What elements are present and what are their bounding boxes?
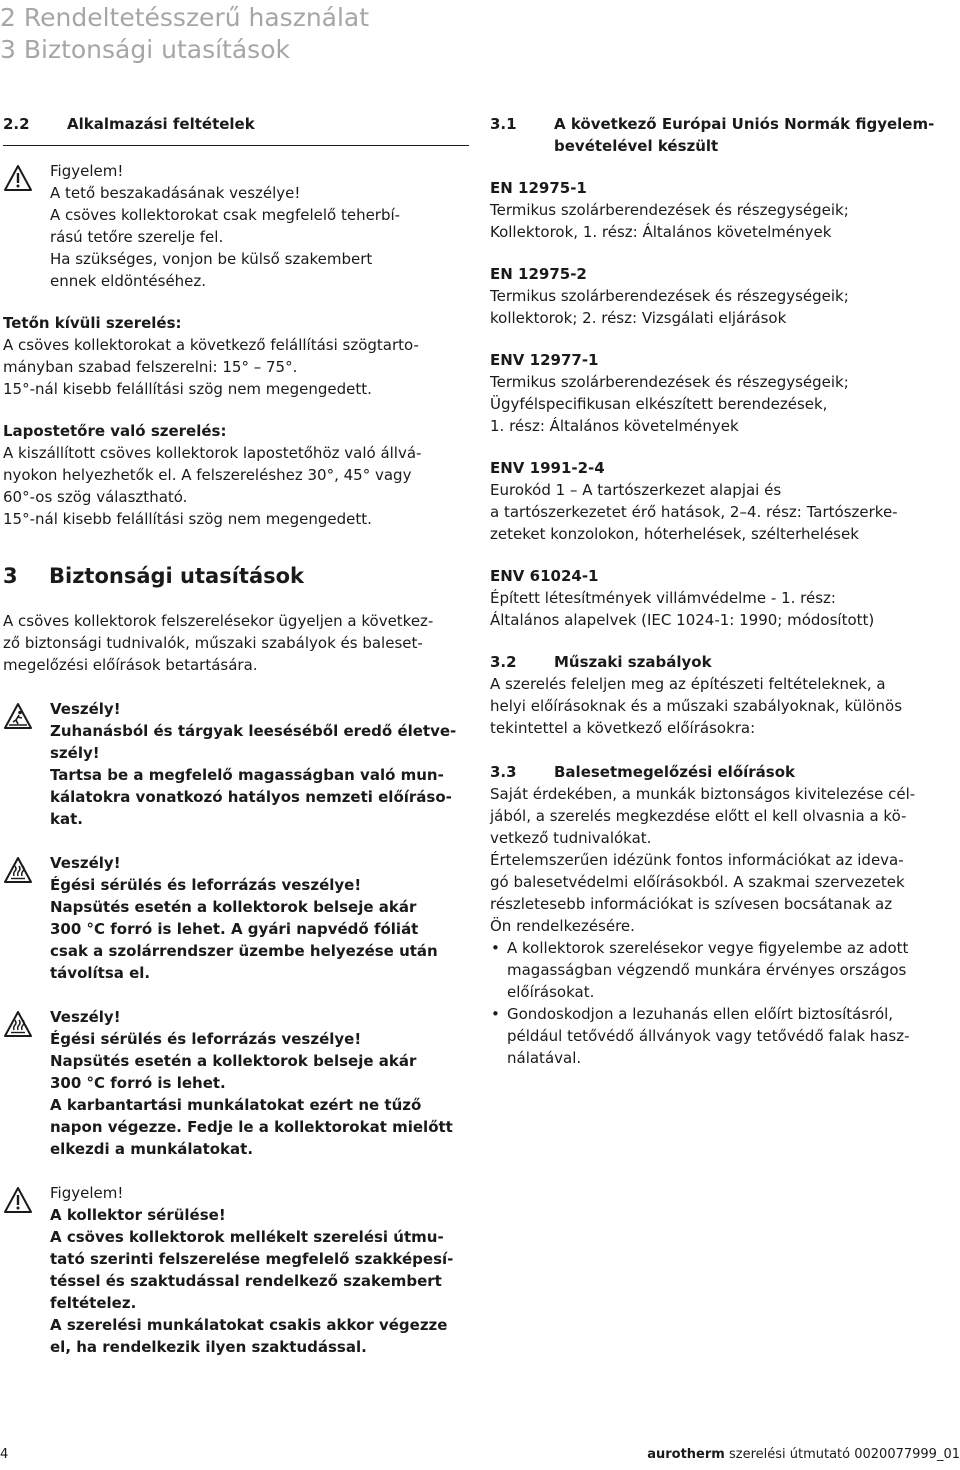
section-title: Biztonsági utasítások (49, 564, 305, 588)
notice-label: Figyelem! (50, 162, 124, 180)
danger-line: 300 °C forró is lehet. (50, 1074, 226, 1092)
section-number: 2.2 (3, 115, 30, 133)
body-line: tekintettel a következő előírásokra: (490, 719, 756, 737)
standard-desc: zeteket konzolokon, hóterhelések, szélterhelések (490, 525, 859, 543)
left-column (3, 113, 469, 1358)
standard-desc: Termikus szolárberendezések és részegységeik; (490, 201, 849, 219)
danger-line: Égési sérülés és leforrázás veszélye! (50, 1030, 362, 1048)
bullet-line: például tetővédő állványok vagy tetővédő falak hasz- (507, 1027, 910, 1045)
body-line: jából, a szerelés megkezdése előtt el kell olvasnia a kö- (490, 807, 907, 825)
body-line: helyi előírásoknak és a műszaki szabályoknak, különös (490, 697, 903, 715)
danger-line: Égési sérülés és leforrázás veszélye! (50, 876, 362, 894)
standard-code: ENV 61024-1 (490, 567, 599, 585)
danger-label: Veszély! (50, 854, 121, 872)
notice-line: A tető beszakadásának veszélye! (50, 184, 301, 202)
bullet-line: • Gondoskodjon a lezuhanás ellen előírt biztosításról, (507, 1005, 894, 1023)
section-3-2 (490, 651, 952, 739)
notice-line: A csöves kollektorok mellékelt szerelési útmu- (50, 1228, 444, 1246)
danger-label: Veszély! (50, 700, 121, 718)
body-line: Ön rendelkezésére. (490, 917, 635, 935)
danger-line: elkezdi a munkálatokat. (50, 1140, 254, 1158)
danger-line: Zuhanásból és tárgyak leeséséből eredő életve- (50, 722, 457, 740)
roof-off-mounting-block (3, 312, 469, 400)
standard-desc: Kollektorok, 1. rész: Általános követelmények (490, 223, 832, 241)
section-number: 3.3 (490, 763, 517, 781)
section-number: 3.1 (490, 115, 517, 133)
standard-desc: 1. rész: Általános követelmények (490, 417, 739, 435)
standard-code: ENV 1991-2-4 (490, 459, 605, 477)
danger-line: napon végezze. Fedje le a kollektorokat mielőtt (50, 1118, 453, 1136)
section-number: 3.2 (490, 653, 517, 671)
danger-line: 300 °C forró is lehet. A gyári napvédő fóliát (50, 920, 419, 938)
body-line: 15°-nál kisebb felállítási szög nem megengedett. (3, 510, 372, 528)
notice-line: Ha szükséges, vonjon be külső szakembert (50, 250, 373, 268)
notice-collector-damage (3, 1182, 469, 1358)
danger-line: Napsütés esetén a kollektorok belseje akár (50, 898, 417, 916)
standard-desc: Ügyfélspecifikusan elkészített berendezések, (490, 395, 828, 413)
section-2-2-heading (3, 113, 469, 135)
danger-falling (3, 698, 469, 830)
notice-line: téssel és szaktudással rendelkező szakembert (50, 1272, 442, 1290)
standard-desc: a tartószerkezetet érő hatások, 2–4. rész: Tartószerke- (490, 503, 898, 521)
danger-line: távolítsa el. (50, 964, 151, 982)
section-title-line: bevételével készült (554, 137, 719, 155)
list-item (490, 1003, 952, 1069)
section-number: 3 (3, 564, 18, 588)
section-title: Műszaki szabályok (554, 653, 712, 671)
standard-en-12975-1 (490, 177, 952, 243)
body-line: 60°-os szög választható. (3, 488, 188, 506)
bullet-line: nálatával. (507, 1049, 582, 1067)
body-line: nyokon helyezhetők el. A felszereléshez 30°, 45° vagy (3, 466, 412, 484)
danger-line: szély! (50, 744, 100, 762)
standard-env-1991-2-4 (490, 457, 952, 545)
safety-bullet-list (490, 937, 952, 1069)
section-title-line: A következő Európai Uniós Normák figyelem- (554, 115, 935, 133)
block-title: Lapostetőre való szerelés: (3, 422, 227, 440)
chapter-title-2: 2 Rendeltetésszerű használat (0, 3, 370, 32)
notice-line: A kollektor sérülése! (50, 1206, 226, 1224)
warning-hot-surface-icon (3, 856, 33, 884)
bullet-line: előírásokat. (507, 983, 595, 1001)
page-number: 4 (0, 1447, 9, 1462)
danger-line: kálatokra vonatkozó hatályos nemzeti előíráso- (50, 788, 452, 806)
notice-line: tató szerinti felszerelése megfelelő szakképesí- (50, 1250, 454, 1268)
notice-line: rású tetőre szerelje fel. (50, 228, 224, 246)
danger-line: csak a szolárrendszer üzembe helyezése után (50, 942, 438, 960)
standard-desc: kollektorok; 2. rész: Vizsgálati eljárások (490, 309, 787, 327)
notice-line: A csöves kollektorokat csak megfelelő teherbí- (50, 206, 401, 224)
standard-code: EN 12975-2 (490, 265, 587, 283)
standard-en-12975-2 (490, 263, 952, 329)
body-line: Értelemszerűen idézünk fontos információkat az ideva- (490, 851, 904, 869)
brand-name: aurotherm (647, 1447, 725, 1462)
standard-env-12977-1 (490, 349, 952, 437)
section-title: Balesetmegelőzési előírások (554, 763, 795, 781)
warning-hot-surface-icon (3, 1010, 33, 1038)
notice-line: feltételez. (50, 1294, 137, 1312)
body-line: A kiszállított csöves kollektorok lapostetőhöz való állvá- (3, 444, 422, 462)
footer-doc-ref (647, 1447, 960, 1462)
warning-triangle-exclamation-icon (3, 1186, 33, 1214)
section-3-heading (3, 562, 469, 590)
warning-triangle-exclamation-icon (3, 164, 33, 192)
warning-falling-hazard-icon (3, 702, 33, 730)
standard-env-61024-1 (490, 565, 952, 631)
section-3-1-heading (490, 113, 952, 157)
section-divider (3, 145, 469, 146)
standard-desc: Általános alapelvek (IEC 1024-1: 1990; módosított) (490, 611, 875, 629)
right-column (490, 113, 952, 1069)
body-line: mányban szabad felszerelni: 15° – 75°. (3, 358, 298, 376)
section-3-2-heading (490, 651, 952, 673)
block-title: Tetőn kívüli szerelés: (3, 314, 182, 332)
notice-roof-collapse (3, 160, 469, 292)
danger-burn-1 (3, 852, 469, 984)
standard-desc: Termikus szolárberendezések és részegységeik; (490, 287, 849, 305)
body-line: vetkező tudnivalókat. (490, 829, 652, 847)
page-header (0, 2, 369, 66)
standard-code: ENV 12977-1 (490, 351, 599, 369)
bullet-line: magasságban végzendő munkára érvényes országos (507, 961, 907, 979)
body-line: gó balesetvédelmi előírásokból. A szakmai szervezetek (490, 873, 905, 891)
section-3-3 (490, 761, 952, 1069)
body-line: 15°-nál kisebb felállítási szög nem megengedett. (3, 380, 372, 398)
body-line: ző biztonsági tudnivalók, műszaki szabályok és baleset- (3, 634, 423, 652)
body-line: A csöves kollektorok felszerelésekor ügyeljen a következ- (3, 612, 434, 630)
body-line: részletesebb információkat is szívesen bocsátanak az (490, 895, 893, 913)
danger-label: Veszély! (50, 1008, 121, 1026)
chapter-title-3: 3 Biztonsági utasítások (0, 35, 290, 64)
body-line: A csöves kollektorokat a következő felállítási szögtarto- (3, 336, 419, 354)
section-3-3-heading (490, 761, 952, 783)
body-line: A szerelés feleljen meg az építészeti feltételeknek, a (490, 675, 886, 693)
flat-roof-mounting-block (3, 420, 469, 530)
danger-line: A karbantartási munkálatokat ezért ne tűző (50, 1096, 422, 1114)
danger-line: kat. (50, 810, 83, 828)
standard-desc: Termikus szolárberendezések és részegységeik; (490, 373, 849, 391)
notice-line: el, ha rendelkezik ilyen szaktudással. (50, 1338, 367, 1356)
list-item (490, 937, 952, 1003)
standard-desc: Épített létesítmények villámvédelme - 1. rész: (490, 589, 836, 607)
doc-reference: szerelési útmutató 0020077999_01 (728, 1447, 960, 1462)
standard-code: EN 12975-1 (490, 179, 587, 197)
body-line: Saját érdekében, a munkák biztonságos kivitelezése cél- (490, 785, 916, 803)
section-title: Alkalmazási feltételek (67, 115, 255, 133)
notice-label: Figyelem! (50, 1184, 124, 1202)
notice-line: ennek eldöntéséhez. (50, 272, 207, 290)
danger-line: Napsütés esetén a kollektorok belseje akár (50, 1052, 417, 1070)
standard-desc: Eurokód 1 – A tartószerkezet alapjai és (490, 481, 782, 499)
notice-line: A szerelési munkálatokat csakis akkor végezze (50, 1316, 448, 1334)
bullet-line: • A kollektorok szerelésekor vegye figyelembe az adott (507, 939, 909, 957)
danger-burn-2 (3, 1006, 469, 1160)
section-3-intro (3, 610, 469, 676)
body-line: megelőzési előírások betartására. (3, 656, 258, 674)
danger-line: Tartsa be a megfelelő magasságban való mun- (50, 766, 444, 784)
